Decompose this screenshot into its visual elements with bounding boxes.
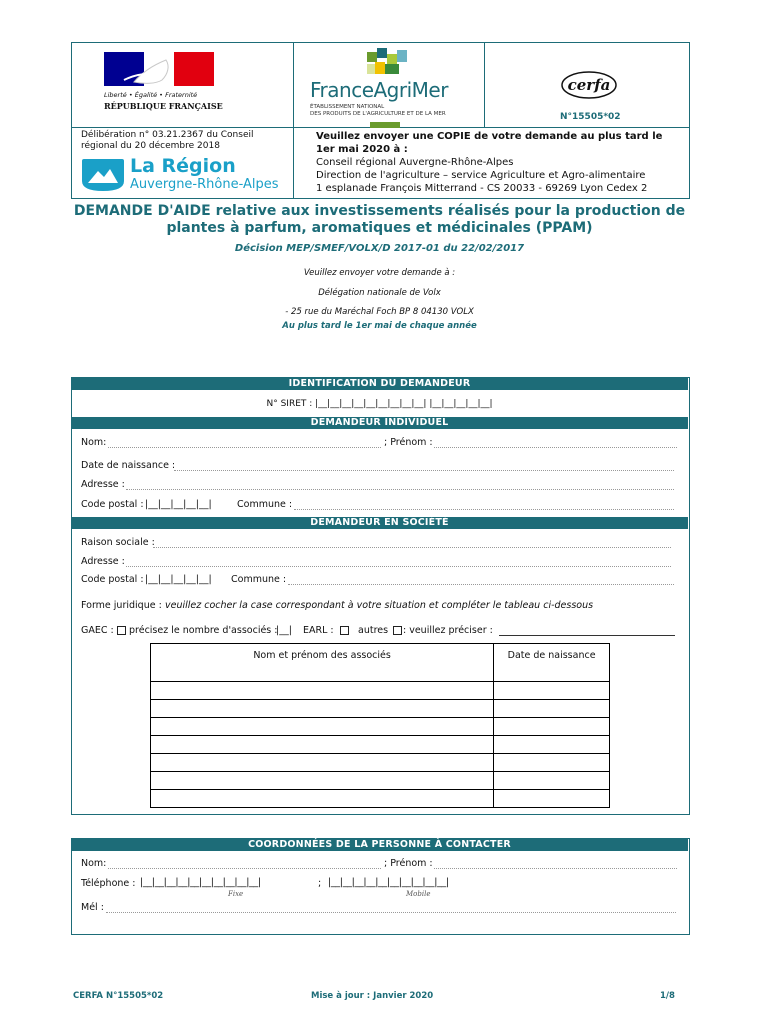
company-postal-label: Code postal :: [81, 574, 144, 585]
table-cell[interactable]: [151, 682, 494, 700]
decision-ref: Décision MEP/SMEF/VOLX/D 2017-01 du 22/02/2017: [234, 243, 525, 254]
title-line1: DEMANDE D'AIDE relative aux investissements réalisés pour la production de: [73, 203, 686, 219]
commune-label: Commune :: [237, 499, 293, 510]
marianne-icon: [104, 52, 214, 86]
email-label: Mél :: [81, 902, 104, 913]
company-header: DEMANDEUR EN SOCIÉTÉ: [71, 517, 688, 529]
raison-sociale-input[interactable]: [153, 537, 671, 548]
franceagrimer-logo: [300, 48, 490, 128]
send-copy-line3: 1 esplanade François Mitterrand - CS 20033 - 69269 Lyon Cedex 2: [316, 183, 648, 194]
contact-prenom-input[interactable]: [434, 858, 677, 869]
table-cell[interactable]: [494, 790, 610, 808]
prenom-input[interactable]: [434, 437, 677, 448]
deliberation-text: Délibération n° 03.21.2367 du Conseil régional du 20 décembre 2018: [81, 130, 254, 151]
franceagrimer-mosaic-icon: [367, 48, 409, 80]
associates-table: [150, 643, 610, 808]
prenom-label: ; Prénom :: [384, 437, 433, 448]
franceagrimer-line2: DES PRODUITS DE L'AGRICULTURE ET DE LA MER: [310, 111, 446, 117]
franceagrimer-bar: [370, 122, 400, 128]
send-to-label: Veuillez envoyer votre demande à :: [303, 268, 456, 278]
delegation-name: Délégation nationale de Volx: [318, 288, 441, 298]
autres-label: autres: [358, 625, 389, 636]
company-commune-input[interactable]: [288, 574, 674, 585]
table-cell[interactable]: [494, 754, 610, 772]
send-copy-title: Veuillez envoyer une COPIE de votre demande au plus tard le: [316, 131, 663, 142]
franceagrimer-name: FranceAgriMer: [310, 78, 448, 102]
telephone-separator: ;: [318, 878, 322, 889]
delegation-address: - 25 rue du Maréchal Foch BP 8 04130 VOLX: [285, 307, 474, 317]
page-title: [71, 203, 688, 237]
telephone-mobile-input[interactable]: |__|__|__|__|__|__|__|__|__|__|: [328, 877, 449, 888]
footer-cerfa: CERFA N°15505*02: [73, 991, 164, 1001]
franceagrimer-line1: ÉTABLISSEMENT NATIONAL: [310, 104, 385, 110]
table-cell[interactable]: [494, 736, 610, 754]
table-cell[interactable]: [494, 682, 610, 700]
footer-page-number: 1/8: [660, 991, 675, 1001]
siret-field[interactable]: N° SIRET : |__|__|__|__|__|__|__|__|__| |__|__|__|__|__|: [266, 399, 493, 409]
table-row: [151, 790, 610, 808]
table-row: [151, 736, 610, 754]
deadline-text: Au plus tard le 1er mai de chaque année: [282, 321, 477, 331]
autres-input[interactable]: [499, 625, 675, 636]
company-postal-input[interactable]: |__|__|__|__|__|: [145, 574, 212, 585]
raison-sociale-label: Raison sociale :: [81, 537, 155, 548]
table-header-row: [151, 644, 610, 682]
contact-nom-input[interactable]: [108, 858, 381, 869]
region-mountain-icon: [80, 157, 126, 193]
table-row: [151, 718, 610, 736]
company-commune-label: Commune :: [231, 574, 287, 585]
send-copy-block: [316, 130, 686, 195]
birth-input[interactable]: [174, 460, 674, 471]
region-logo: [80, 157, 290, 193]
contact-header: COORDONNÉES DE LA PERSONNE À CONTACTER: [71, 839, 688, 851]
earl-label: EARL :: [303, 625, 334, 636]
footer-update: Mise à jour : Janvier 2020: [311, 991, 434, 1001]
table-cell[interactable]: [494, 700, 610, 718]
send-copy-line2: Direction de l'agriculture – service Agriculture et Agro-alimentaire: [316, 170, 646, 181]
republique-logo: [104, 52, 224, 112]
gaec-label: GAEC :: [81, 625, 114, 636]
email-input[interactable]: [106, 902, 676, 913]
send-copy-line1: Conseil régional Auvergne-Rhône-Alpes: [316, 157, 514, 168]
mobile-caption: Mobile: [406, 890, 431, 898]
telephone-fixe-input[interactable]: |__|__|__|__|__|__|__|__|__|__|: [140, 877, 261, 888]
col-header-birth: Date de naissance: [494, 644, 610, 682]
autres-hint: : veuillez préciser :: [403, 625, 493, 636]
table-cell[interactable]: [151, 736, 494, 754]
table-row: [151, 754, 610, 772]
earl-checkbox[interactable]: [340, 626, 349, 635]
cerfa-logo: [560, 70, 620, 100]
cerfa-logo-text: cerfa: [567, 76, 611, 94]
table-row: [151, 772, 610, 790]
autres-checkbox[interactable]: [393, 626, 402, 635]
forme-juridique-hint: veuillez cocher la case correspondant à votre situation et compléter le tableau ci-dessous: [165, 600, 594, 611]
table-cell[interactable]: [151, 700, 494, 718]
region-subname: Auvergne-Rhône-Alpes: [130, 177, 279, 192]
table-cell[interactable]: [151, 772, 494, 790]
contact-nom-label: Nom:: [81, 858, 107, 869]
telephone-label: Téléphone :: [81, 878, 136, 889]
send-copy-date: 1er mai 2020 à :: [316, 144, 408, 155]
table-cell[interactable]: [494, 718, 610, 736]
individual-header: DEMANDEUR INDIVIDUEL: [71, 417, 688, 429]
company-address-input[interactable]: [126, 556, 671, 567]
fixe-caption: Fixe: [228, 890, 244, 898]
commune-input[interactable]: [294, 499, 674, 510]
table-cell[interactable]: [494, 772, 610, 790]
address-label: Adresse :: [81, 479, 125, 490]
table-cell[interactable]: [151, 790, 494, 808]
postal-label: Code postal :: [81, 499, 144, 510]
republique-motto: Liberté • Égalité • Fraternité: [104, 91, 198, 99]
cerfa-icon: [560, 70, 618, 100]
table-cell[interactable]: [151, 718, 494, 736]
title-line2: plantes à parfum, aromatiques et médicinales (PPAM): [166, 220, 593, 236]
contact-prenom-label: ; Prénom :: [384, 858, 433, 869]
identification-header: IDENTIFICATION DU DEMANDEUR: [71, 378, 688, 390]
birth-label: Date de naissance :: [81, 460, 176, 471]
region-name: La Région: [130, 155, 236, 177]
table-cell[interactable]: [151, 754, 494, 772]
table-row: [151, 682, 610, 700]
nom-input[interactable]: [108, 437, 381, 448]
address-input[interactable]: [126, 479, 674, 490]
republique-name: RÉPUBLIQUE FRANÇAISE: [104, 101, 223, 111]
gaec-associates-input[interactable]: |__|: [276, 625, 292, 636]
cerfa-number: N°15505*02: [560, 112, 621, 122]
nom-label: Nom:: [81, 437, 107, 448]
gaec-checkbox[interactable]: [117, 626, 126, 635]
table-row: [151, 700, 610, 718]
col-header-name: Nom et prénom des associés: [151, 644, 494, 682]
company-address-label: Adresse :: [81, 556, 125, 567]
forme-juridique-label: Forme juridique :: [81, 600, 162, 611]
gaec-hint: précisez le nombre d'associés :: [129, 625, 278, 636]
postal-input[interactable]: |__|__|__|__|__|: [145, 499, 212, 510]
